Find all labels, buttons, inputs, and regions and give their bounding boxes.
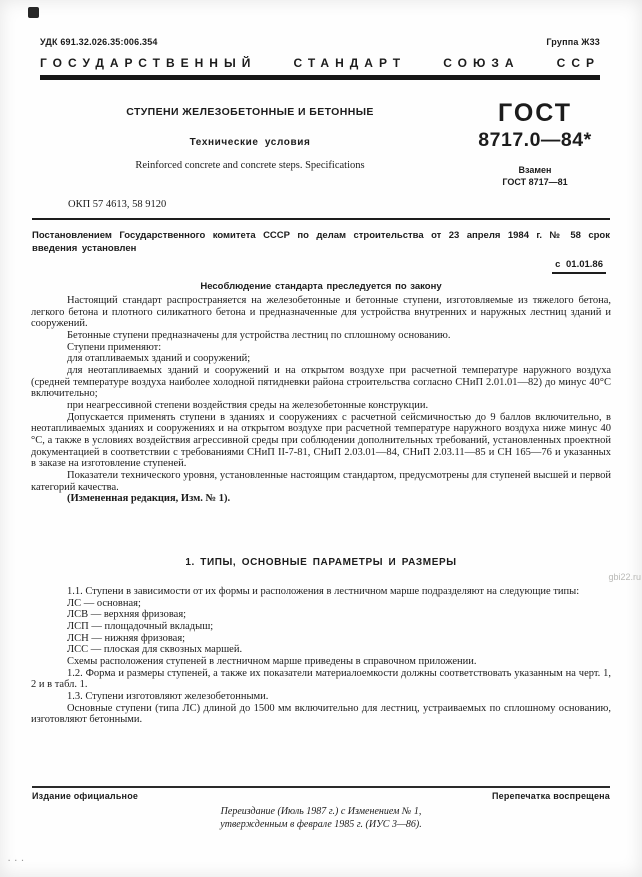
state-standard-line xyxy=(40,56,600,70)
law-notice: Несоблюдение стандарта преследуется по закону xyxy=(200,281,442,292)
state-standard-word: ССР xyxy=(556,56,600,70)
udk-code: УДК 691.32.026.35:006.354 xyxy=(40,37,158,47)
title-block xyxy=(40,106,460,171)
section-divider-rule xyxy=(32,218,610,220)
paragraph: Ступени применяют: xyxy=(67,341,162,353)
replaces-number: ГОСТ 8717—81 xyxy=(502,177,568,188)
paragraph: Основные ступени (типа ЛС) длиной до 1500 мм включительно для лестниц, устраиваемых по сплошному основанию, изготовляют бетонными. xyxy=(31,702,611,726)
paragraph: для отапливаемых зданий и сооружений; xyxy=(67,353,251,365)
paragraph: 1.1. Ступени в зависимости от их формы и расположения в лестничном марше подразделяют на следующие типы: xyxy=(67,586,580,597)
header-rule xyxy=(40,75,600,80)
paragraph: 1.2. Форма и размеры ступеней, а также их показатели материалоемкости должны соответствовать указанным на черт. 1, 2 и в табл. 1. xyxy=(31,667,611,691)
amendment-note: (Измененная редакция, Изм. № 1). xyxy=(67,493,231,505)
replaces-label: Взамен xyxy=(518,165,552,176)
gost-number-block xyxy=(460,100,610,187)
document-title: СТУПЕНИ ЖЕЛЕЗОБЕТОННЫЕ И БЕТОННЫЕ xyxy=(126,106,374,118)
state-standard-word: СТАНДАРТ xyxy=(293,56,407,70)
section-1-text-block xyxy=(31,586,611,726)
okp-codes: ОКП 57 4613, 58 9120 xyxy=(68,199,167,210)
type-item: ЛСС — плоская для сквозных маршей. xyxy=(67,644,243,656)
scan-artifact-blob xyxy=(28,7,39,18)
intro-text-block xyxy=(31,295,611,505)
reissue-line: Переиздание (Июль 1987 г.) с Изменением № 1, xyxy=(220,806,422,817)
document-subtitle-en: Reinforced concrete and concrete steps. Specifications xyxy=(135,160,365,171)
document-subtitle: Технические условия xyxy=(189,137,311,148)
state-standard-word: СОЮЗА xyxy=(443,56,520,70)
official-edition-label: Издание официальное xyxy=(32,791,139,801)
footer-row xyxy=(32,791,610,801)
footer-rule xyxy=(32,786,610,788)
watermark-text: gbi22.ru xyxy=(608,572,641,582)
paragraph: для неотапливаемых зданий и сооружений и на открытом воздухе при расчетной температуре наружного воздуха (средней температуре воздуха наиболее холодной пятидневки района строительства согласно СНиП 2.01.01—82) до минус 40°С включительно; xyxy=(31,364,611,400)
state-standard-word: ГОСУДАРСТВЕННЫЙ xyxy=(40,56,257,70)
paragraph: при неагрессивной степени воздействия среды на железобетонные конструкции. xyxy=(67,399,429,411)
reissue-note xyxy=(0,806,642,831)
type-item: ЛСН — нижняя фризовая; xyxy=(67,632,186,644)
paragraph: Схемы расположения ступеней в лестничном марше приведены в справочном приложении. xyxy=(67,655,477,667)
paragraph: 1.3. Ступени изготовляют железобетонными. xyxy=(67,690,269,702)
header-row xyxy=(40,37,600,47)
no-reprint-label: Перепечатка воспрещена xyxy=(491,791,610,801)
paragraph: Показатели технического уровня, установленные настоящим стандартом, предусмотрены для ступеней высшей и первой категорий качества. xyxy=(31,469,611,493)
paragraph: Бетонные ступени предназначены для устройства лестниц по сплошному основанию. xyxy=(67,329,451,341)
decree-paragraph: Постановлением Государственного комитета СССР по делам строительства от 23 апреля 1984 г. № 58 срок введения установлен xyxy=(32,230,610,254)
type-item: ЛС — основная; xyxy=(67,597,141,609)
reissue-line: утвержденным в феврале 1985 г. (ИУС 3—86). xyxy=(220,818,422,830)
gost-label: ГОСТ xyxy=(498,99,572,127)
section-1-heading: 1. ТИПЫ, ОСНОВНЫЕ ПАРАМЕТРЫ И РАЗМЕРЫ xyxy=(185,557,457,568)
gost-number: 8717.0—84* xyxy=(478,129,592,152)
paragraph: Допускается применять ступени в зданиях и сооружениях с расчетной сейсмичностью до 9 баллов включительно, в неотапливаемых зданиях и сооружениях и на открытом воздухе при расчетной температуре наружного воздуха ниже минус 40 °С, а также в условиях воздействия агрессивной среды при соблюдении дополнительных требований, установленных проектной документацией в соответствии с требованиями СНиП II-7-81, СНиП 2.03.01—84, СНиП 2.03.11—85 и СН 165—76 и указанных в заказе на изготовление ступеней. xyxy=(31,411,611,470)
scan-artifact-dots: ··· xyxy=(8,856,28,865)
effective-date: с 01.01.86 xyxy=(552,259,606,274)
type-item: ЛСП — площадочный вкладыш; xyxy=(67,620,214,632)
group-code: Группа Ж33 xyxy=(546,37,600,47)
paragraph: Настоящий стандарт распространяется на железобетонные и бетонные ступени, изготовляемые из тяжелого бетона, легкого бетона и плотного силикатного бетона и предназначенные для устройства внутренних и наружных лестниц зданий и сооружений. xyxy=(31,295,611,330)
type-item: ЛСВ — верхняя фризовая; xyxy=(67,609,187,621)
